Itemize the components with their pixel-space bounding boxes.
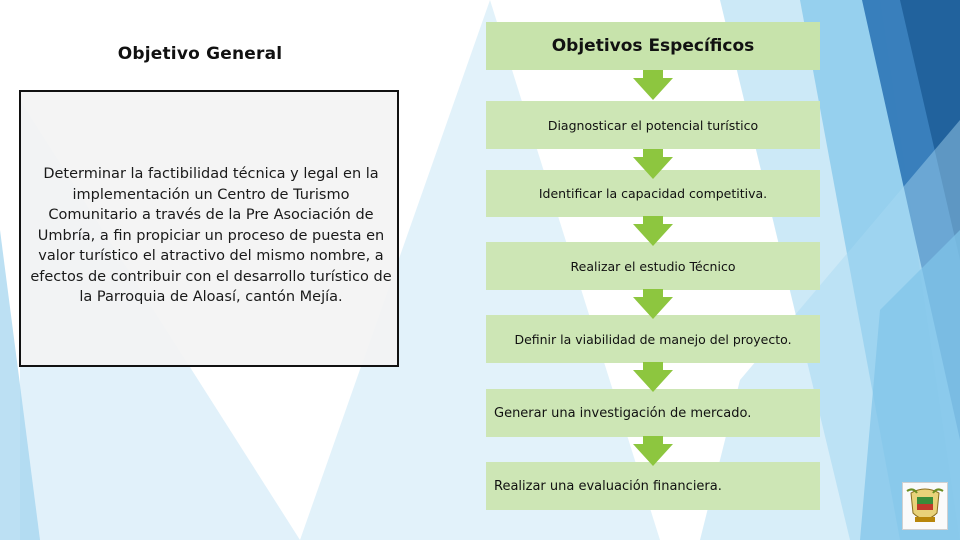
down-arrow-icon	[633, 149, 673, 179]
down-arrow-icon	[633, 436, 673, 466]
down-arrow-icon	[633, 70, 673, 100]
specific-objective-item: Realizar una evaluación financiera.	[486, 462, 820, 510]
down-arrow-icon	[633, 289, 673, 319]
general-objective-text: Determinar la factibilidad técnica y legal en la implementación un Centro de Turismo Comunitario a través de la Pre Asociación de Umbría, a fin propiciar un proceso de puesta en valor turístico el atractivo del mismo nombre, a efectos de contribuir con el desarrollo turístico de la Parroquia de Aloasí, cantón Mejía.	[30, 166, 392, 305]
down-arrow-icon	[633, 362, 673, 392]
institution-crest-icon	[902, 482, 948, 530]
specific-objectives-title: Objetivos Específicos	[486, 22, 820, 70]
specific-objective-item: Diagnosticar el potencial turístico	[486, 101, 820, 149]
specific-objective-item: Realizar el estudio Técnico	[486, 242, 820, 290]
general-objective-box	[19, 90, 399, 367]
specific-objective-item: Definir la viabilidad de manejo del proyecto.	[486, 315, 820, 363]
general-objective-title: Objetivo General	[117, 44, 283, 64]
specific-objective-item: Generar una investigación de mercado.	[486, 389, 820, 437]
specific-objective-item: Identificar la capacidad competitiva.	[486, 170, 820, 217]
down-arrow-icon	[633, 216, 673, 246]
